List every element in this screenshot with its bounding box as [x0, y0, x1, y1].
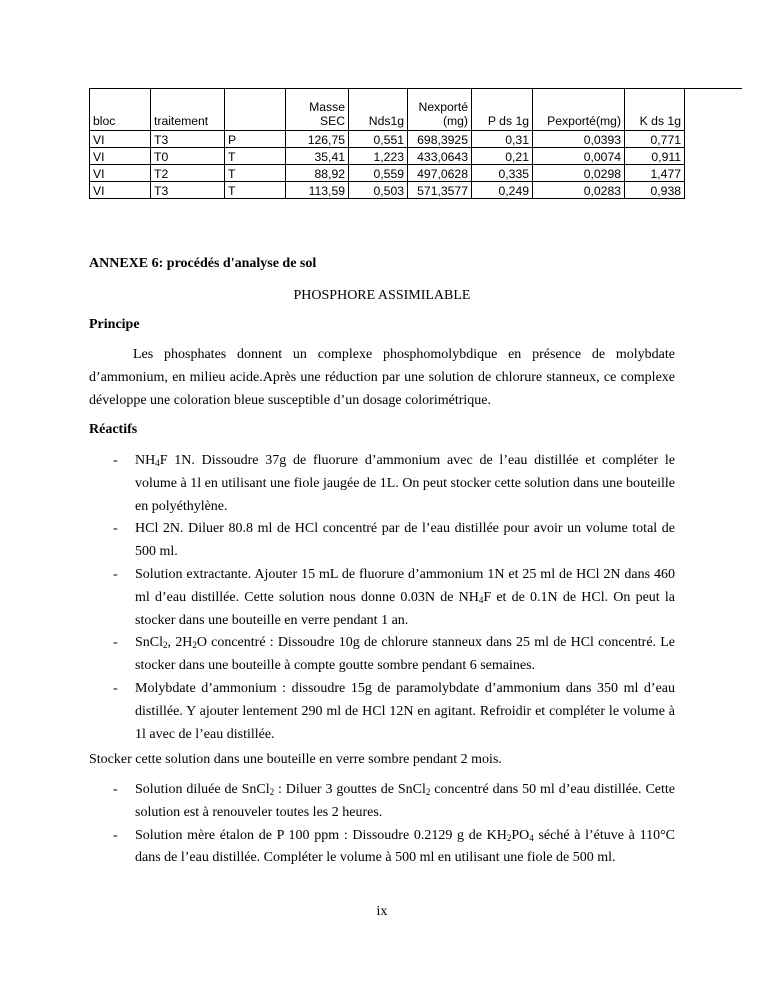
list-item: - Solution mère étalon de P 100 ppm : Dissoudre 0.2129 g de $KH_2PO_4$ séché à l’étuve à 110°C dans de l’eau distillée. Compléter le volume à 500 ml en utilisant une fiole de 500 ml. — [113, 827, 676, 866]
table-cell: 0,335 — [472, 165, 533, 182]
table-cell: VI — [90, 131, 151, 148]
section-title: PHOSPHORE ASSIMILABLE — [293, 288, 471, 303]
table-row — [90, 131, 685, 148]
table-cell: T3 — [151, 182, 225, 199]
table-cell: T3 — [151, 131, 225, 148]
header-masse-sec: Masse SEC — [286, 89, 349, 131]
table-cell: T — [225, 182, 286, 199]
list-item: - SnCl$_2$, $2H_2O$ concentré : Dissoudre 10g de chlorure stanneux dans 25 ml de HCl concentré. Le stocker dans une bouteille à compte goutte sombre pendant 6 semaines. — [113, 635, 675, 674]
table-cell: 0,503 — [349, 182, 408, 199]
table-cell: 0,0393 — [533, 131, 625, 148]
table-cell: 0,559 — [349, 165, 408, 182]
table-cell: VI — [90, 182, 151, 199]
table-cell: 1,477 — [625, 165, 685, 182]
table-cell: 0,771 — [625, 131, 685, 148]
table-cell: T — [225, 165, 286, 182]
table-cell: VI — [90, 165, 151, 182]
table-header-row — [90, 89, 685, 131]
reactifs-list — [89, 450, 675, 746]
table-cell: T2 — [151, 165, 225, 182]
list-item: - HCl 2N. Diluer 80.8 ml de HCl concentré par de l’eau distillée pour avoir un volume total de 500 ml. — [113, 521, 675, 560]
data-table-container — [89, 88, 685, 199]
table-border-extension — [682, 88, 742, 89]
header-traitement: traitement — [151, 89, 225, 131]
header-pexporte: Pexporté(mg) — [533, 89, 625, 131]
list-item: - Solution extractante. Ajouter 15 mL de fluorure d’ammonium 1N et 25 ml de HCl 2N dans 460 ml d’eau distillée. Cette solution nous donne 0.03N de $NH_4F$ et de 0.1N de HCl. On peut la stocker dans une bouteille en verre pendant 1 an. — [113, 566, 676, 628]
table-cell: 698,3925 — [408, 131, 472, 148]
principe-heading: Principe — [89, 317, 140, 332]
list-item: - Molybdate d’ammonium : dissoudre 15g de paramolybdate d’ammonium dans 350 ml d’eau distillée. Y ajouter lentement 290 ml de HCl 12N en agitant. Refroidir et compléter le volume à 1l avec de l’eau distillée. — [113, 680, 675, 742]
table-cell: 0,551 — [349, 131, 408, 148]
solutions-list — [89, 779, 675, 870]
table-cell: 113,59 — [286, 182, 349, 199]
header-p-ds-1g: P ds 1g — [472, 89, 533, 131]
table-cell: T — [225, 148, 286, 165]
table-cell: 1,223 — [349, 148, 408, 165]
header-k-ds-1g: K ds 1g — [625, 89, 685, 131]
table-row — [90, 182, 685, 199]
table-row — [90, 165, 685, 182]
list-item: - Solution diluée de SnCl$_2$ : Diluer 3 gouttes de SnCl$_2$ concentré dans 50 ml d’eau distillée. Cette solution est à renouveler toutes les 2 heures. — [113, 782, 675, 820]
table-cell: 0,938 — [625, 182, 685, 199]
table-cell: T0 — [151, 148, 225, 165]
table-cell: 35,41 — [286, 148, 349, 165]
data-table — [89, 88, 685, 199]
table-cell: 0,21 — [472, 148, 533, 165]
table-cell: 433,0643 — [408, 148, 472, 165]
table-row — [90, 148, 685, 165]
table-cell: 0,0298 — [533, 165, 625, 182]
table-cell: 0,249 — [472, 182, 533, 199]
header-empty — [225, 89, 286, 131]
principe-paragraph: Les phosphates donnent un complexe phosphomolybdique en présence de molybdate d’ammonium, en milieu acide.Après une réduction par une solution de chlorure stanneux, ce complexe développe une coloration bleue susceptible d’un dosage colorimétrique. — [89, 347, 675, 408]
annex-title: ANNEXE 6: procédés d'analyse de sol — [89, 256, 317, 271]
table-cell: 571,3577 — [408, 182, 472, 199]
header-nds1g: Nds1g — [349, 89, 408, 131]
header-bloc: bloc — [90, 89, 151, 131]
table-cell: 497,0628 — [408, 165, 472, 182]
page-number: ix — [376, 904, 388, 919]
table-cell: 88,92 — [286, 165, 349, 182]
table-cell: 126,75 — [286, 131, 349, 148]
table-cell: P — [225, 131, 286, 148]
reactifs-heading: Réactifs — [89, 422, 138, 437]
header-nexporte: Nexporté (mg) — [408, 89, 472, 131]
table-cell: 0,911 — [625, 148, 685, 165]
table-cell: 0,31 — [472, 131, 533, 148]
list-item: - $NH_4F$ 1N. Dissoudre 37g de fluorure d’ammonium avec de l’eau distillée et compléter le volume à 1l en utilisant une fiole jaugée de 1L. On peut stocker cette solution dans une bouteille en polyéthylène. — [113, 453, 675, 514]
stocker-paragraph: Stocker cette solution dans une bouteille en verre sombre pendant 2 mois. — [89, 752, 502, 767]
table-cell: VI — [90, 148, 151, 165]
table-cell: 0,0283 — [533, 182, 625, 199]
table-cell: 0,0074 — [533, 148, 625, 165]
